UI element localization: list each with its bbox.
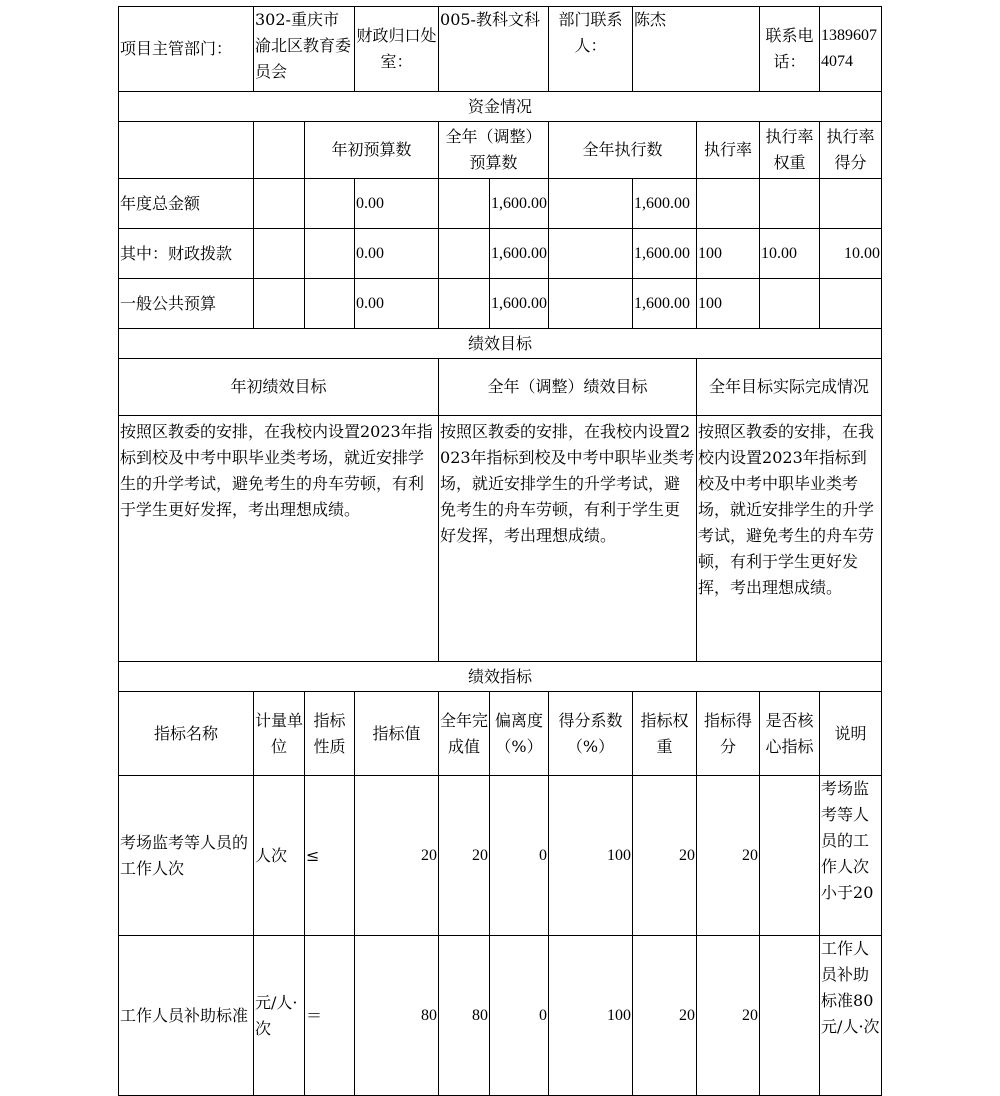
indicator-value: 20 [355,776,439,936]
funds-score [820,179,882,229]
indicator-nature: ≤ [305,776,355,936]
funds-executed: 1,600.00 [633,179,697,229]
indicator-score: 20 [697,776,760,936]
col-indicator-name: 指标名称 [119,692,254,776]
empty-cell [305,229,355,279]
funds-adjusted: 1,600.00 [490,179,549,229]
col-note: 说明 [820,692,882,776]
col-adjusted-budget: 全年（调整）预算数 [439,122,549,179]
goals-header-row [119,359,882,416]
col-weight: 指标权重 [633,692,697,776]
col-deviation: 偏离度（%） [490,692,549,776]
funds-initial: 0.00 [355,179,439,229]
indicator-score: 20 [697,936,760,1096]
actual-goal-text: 按照区教委的安排，在我校内设置2023年指标到校及中考中职毕业类考场，就近安排学生的升学考试，避免考生的舟车劳顿，有利于学生更好发挥，考出理想成绩。 [697,416,882,662]
empty-cell [439,179,490,229]
indicators-section-title: 绩效指标 [119,662,882,692]
funds-score [820,279,882,329]
funds-rate: 100 [697,279,760,329]
col-initial-goal: 年初绩效目标 [119,359,439,416]
indicator-note: 工作人员补助标准80元/人·次 [820,936,882,1096]
col-initial-budget: 年初预算数 [305,122,439,179]
indicator-value: 80 [355,936,439,1096]
funds-adjusted: 1,600.00 [490,279,549,329]
empty-cell [305,279,355,329]
indicator-coef: 100 [549,936,633,1096]
col-score: 指标得分 [697,692,760,776]
phone-value: 13896074074 [820,7,882,92]
goals-text-row [119,416,882,662]
funds-row-label: 一般公共预算 [119,279,254,329]
funds-weight: 10.00 [760,229,820,279]
funds-initial: 0.00 [355,229,439,279]
funds-section-title: 资金情况 [119,92,882,122]
indicator-weight: 20 [633,936,697,1096]
empty-cell [119,122,254,179]
contact-label: 部门联系人： [549,7,633,92]
funds-executed: 1,600.00 [633,279,697,329]
funds-header-row [119,122,882,179]
indicators-section-row [119,662,882,692]
header-row [119,7,882,92]
empty-cell [439,229,490,279]
empty-cell [254,122,305,179]
empty-cell [254,279,305,329]
indicator-core [760,776,820,936]
initial-goal-text: 按照区教委的安排，在我校内设置2023年指标到校及中考中职毕业类考场，就近安排学生的升学考试，避免考生的舟车劳顿，有利于学生更好发挥，考出理想成绩。 [119,416,439,662]
empty-cell [549,179,633,229]
funds-row-label: 其中：财政拨款 [119,229,254,279]
indicator-note: 考场监考等人员的工作人次小于20 [820,776,882,936]
indicator-deviation: 0 [490,776,549,936]
empty-cell [549,279,633,329]
dept-label: 项目主管部门： [119,7,254,92]
col-adjusted-goal: 全年（调整）绩效目标 [439,359,697,416]
col-executed: 全年执行数 [549,122,697,179]
empty-cell [549,229,633,279]
contact-value: 陈杰 [633,7,760,92]
performance-report-table [118,6,882,1096]
funds-adjusted: 1,600.00 [490,229,549,279]
col-nature: 指标性质 [305,692,355,776]
funds-initial: 0.00 [355,279,439,329]
col-value: 指标值 [355,692,439,776]
col-rate-score: 执行率得分 [820,122,882,179]
indicator-unit: 人次 [254,776,305,936]
finance-value: 005-教科文科 [439,7,549,92]
adjusted-goal-text: 按照区教委的安排，在我校内设置2023年指标到校及中考中职毕业类考场，就近安排学生的升学考试，避免考生的舟车劳顿，有利于学生更好发挥，考出理想成绩。 [439,416,697,662]
funds-weight [760,279,820,329]
empty-cell [254,179,305,229]
col-actual-goal: 全年目标实际完成情况 [697,359,882,416]
col-coef: 得分系数（%） [549,692,633,776]
funds-section-row [119,92,882,122]
funds-row [119,279,882,329]
finance-label: 财政归口处室： [355,7,439,92]
col-core: 是否核心指标 [760,692,820,776]
indicators-header-row [119,692,882,776]
col-unit: 计量单位 [254,692,305,776]
goals-section-row [119,329,882,359]
col-completed: 全年完成值 [439,692,490,776]
funds-weight [760,179,820,229]
funds-rate: 100 [697,229,760,279]
funds-rate [697,179,760,229]
indicator-name: 考场监考等人员的工作人次 [119,776,254,936]
indicator-deviation: 0 [490,936,549,1096]
indicator-weight: 20 [633,776,697,936]
col-rate-weight: 执行率权重 [760,122,820,179]
goals-section-title: 绩效目标 [119,329,882,359]
dept-value: 302-重庆市渝北区教育委员会 [254,7,355,92]
indicator-core [760,936,820,1096]
funds-row-label: 年度总金额 [119,179,254,229]
col-exec-rate: 执行率 [697,122,760,179]
indicator-name: 工作人员补助标准 [119,936,254,1096]
funds-row [119,229,882,279]
phone-label: 联系电话： [760,7,820,92]
indicator-row [119,776,882,936]
indicator-unit: 元/人·次 [254,936,305,1096]
funds-row [119,179,882,229]
empty-cell [439,279,490,329]
funds-score: 10.00 [820,229,882,279]
indicator-coef: 100 [549,776,633,936]
indicator-completed: 20 [439,776,490,936]
indicator-row [119,936,882,1096]
indicator-completed: 80 [439,936,490,1096]
empty-cell [305,179,355,229]
indicator-nature: ＝ [305,936,355,1096]
funds-executed: 1,600.00 [633,229,697,279]
empty-cell [254,229,305,279]
